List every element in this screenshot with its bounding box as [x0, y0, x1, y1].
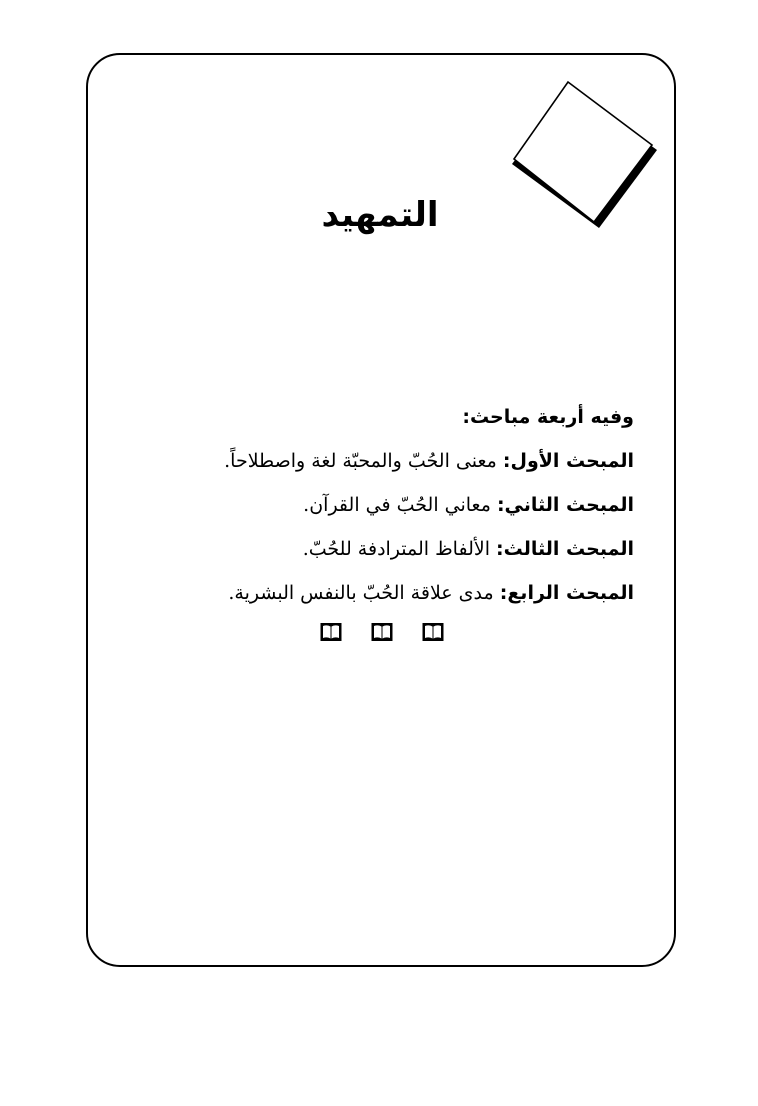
topic-text: مدى علاقة الحُبّ بالنفس البشرية. — [228, 582, 494, 604]
book-icon — [422, 622, 444, 642]
topic-text: معاني الحُبّ في القرآن. — [303, 494, 491, 516]
topic-line — [150, 527, 634, 571]
ornament-row — [320, 622, 444, 642]
book-icon — [371, 622, 393, 642]
intro-line: وفيه أربعة مباحث: — [462, 406, 634, 428]
chapter-contents — [150, 395, 634, 615]
topic-label: المبحث الثالث: — [496, 538, 634, 560]
topic-label: المبحث الأول: — [502, 450, 634, 472]
book-icon — [320, 622, 342, 642]
topic-line — [150, 439, 634, 483]
topic-text: معنى الحُبّ والمحبّة لغة واصطلاحاً. — [224, 450, 497, 472]
topic-label: المبحث الرابع: — [499, 582, 634, 604]
topic-label: المبحث الثاني: — [496, 494, 634, 516]
topic-line — [150, 571, 634, 615]
topic-line — [150, 483, 634, 527]
chapter-title: التمهيد — [321, 195, 439, 235]
topic-text: الألفاظ المترادفة للحُبّ. — [302, 538, 490, 560]
